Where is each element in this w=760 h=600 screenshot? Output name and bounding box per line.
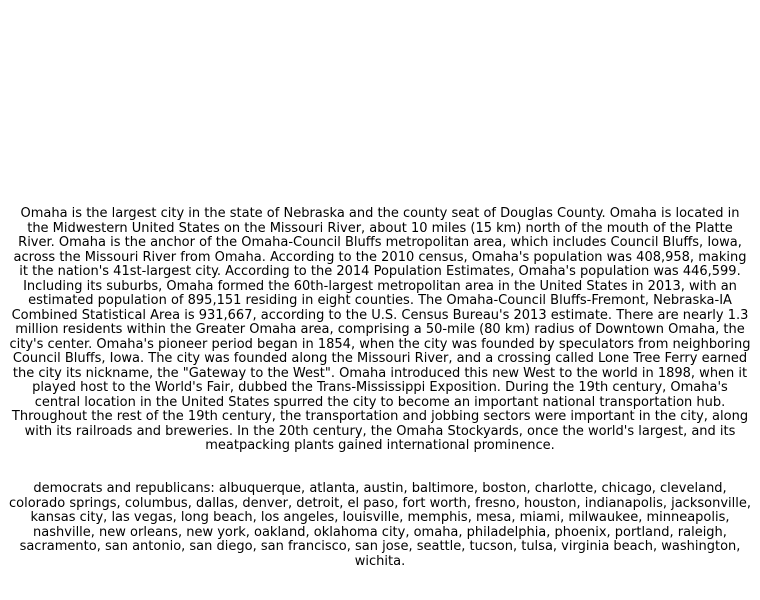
cities-list-paragraph: democrats and republicans: albuquerque, atlanta, austin, baltimore, boston, charlotte, chicago, cleveland, colorado springs, columbus, dallas, denver, detroit, el paso, fort worth, fresno, houston, indianapolis, jacksonville, kansas city, las vegas, long beach, los angeles, louisville, memphis, mesa, miami, milwaukee, minneapolis, nashville, new orleans, new york, oakland, oklahoma city, omaha, philadelphia, phoenix, portland, raleigh, sacramento, san antonio, san diego, san francisco, san jose, seattle, tucson, tulsa, virginia beach, washington, wichita.	[9, 481, 751, 569]
omaha-paragraph: Omaha is the largest city in the state of Nebraska and the county seat of Douglas County. Omaha is located in the Midwestern United States on the Missouri River, about 10 miles (15 km) north of the mouth of the Platte River. Omaha is the anchor of the Omaha-Council Bluffs metropolitan area, which includes Council Bluffs, Iowa, across the Missouri River from Omaha. According to the 2010 census, Omaha's population was 408,958, making it the nation's 41st-largest city. According to the 2014 Population Estimates, Omaha's population was 446,599. Including its suburbs, Omaha formed the 60th-largest metropolitan area in the United States in 2013, with an estimated population of 895,151 residing in eight counties. The Omaha-Council Bluffs-Fremont, Nebraska-IA Combined Statistical Area is 931,667, according to the U.S. Census Bureau's 2013 estimate. There are nearly 1.3 million residents within the Greater Omaha area, comprising a 50-mile (80 km) radius of Downtown Omaha, the city's center. Omaha's pioneer period began in 1854, when the city was founded by speculators from neighboring Council Bluffs, Iowa. The city was founded along the Missouri River, and a crossing called Lone Tree Ferry earned the city its nickname, the "Gateway to the West". Omaha introduced this new West to the world in 1898, when it played host to the World's Fair, dubbed the Trans-Mississippi Exposition. During the 19th century, Omaha's central location in the United States spurred the city to become an important national transportation hub. Throughout the rest of the 19th century, the transportation and jobbing sectors were important in the city, along with its railroads and breweries. In the 20th century, the Omaha Stockyards, once the world's largest, and its meatpacking plants gained international prominence.	[9, 206, 751, 453]
